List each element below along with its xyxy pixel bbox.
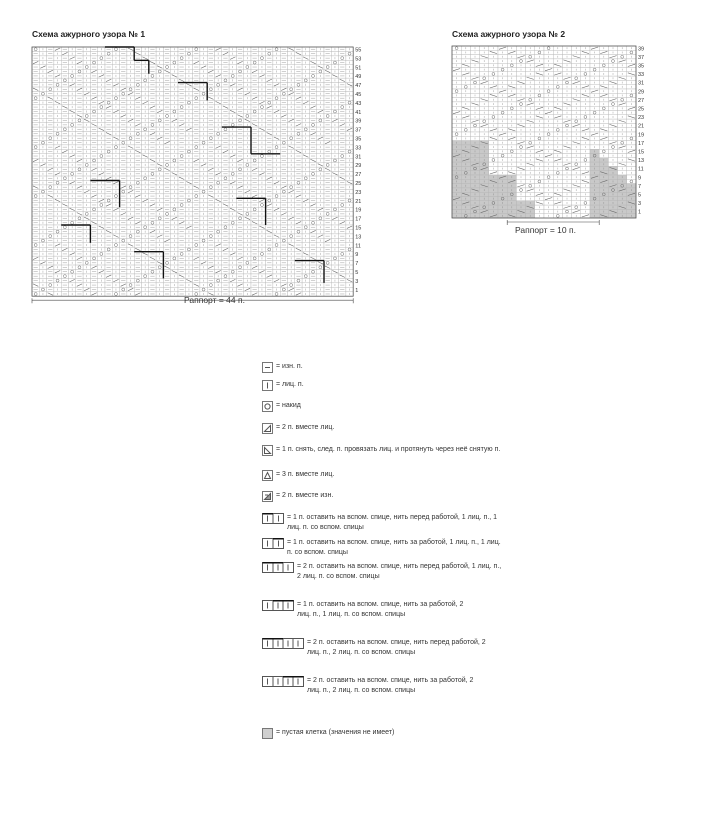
chart2-rapport: Раппорт = 10 п.	[515, 225, 576, 235]
legend-item: = 2 п. вместе изн.	[262, 491, 333, 506]
row-number: 9	[355, 252, 359, 259]
legend-item: = изн. п.	[262, 362, 303, 377]
row-number: 23	[638, 115, 645, 122]
row-number: 19	[638, 132, 645, 139]
row-number: 7	[638, 183, 642, 190]
chart2-grid	[450, 44, 670, 229]
row-number: 43	[355, 100, 362, 107]
chart1-title: Схема ажурного узора № 1	[32, 29, 146, 39]
row-number: 27	[638, 97, 645, 104]
row-number: 11	[638, 166, 644, 173]
row-number: 1	[638, 209, 642, 216]
legend-item: = 1 п. оставить на вспом. спице, нить за работой, 2 лиц. п., 1 лиц. п. со вспом. спицы	[262, 600, 477, 619]
legend-item: = накид	[262, 401, 301, 416]
row-number: 51	[355, 65, 362, 72]
legend-item: = 2 п. оставить на вспом. спице, нить перед работой, 2 лиц. п., 2 лиц. п. со вспом. спицы	[262, 638, 487, 657]
row-number: 7	[355, 261, 359, 268]
cross-2-1-front-icon	[262, 562, 294, 577]
row-number: 29	[355, 163, 362, 170]
row-number: 3	[355, 278, 359, 285]
k2tog-icon	[262, 423, 273, 438]
row-number: 23	[355, 189, 362, 196]
row-number: 15	[638, 149, 645, 156]
row-number: 47	[355, 83, 362, 90]
row-number: 31	[355, 154, 362, 161]
row-number: 21	[355, 198, 362, 205]
row-number: 17	[638, 140, 645, 147]
knit-icon	[262, 380, 273, 395]
empty-cell-icon	[262, 728, 273, 743]
row-number: 55	[355, 47, 362, 54]
row-number: 9	[638, 175, 642, 182]
row-number: 37	[355, 127, 362, 134]
row-number: 41	[355, 109, 362, 116]
legend-item: = 2 п. вместе лиц.	[262, 423, 334, 438]
row-number: 45	[355, 91, 362, 98]
legend-item: = 2 п. оставить на вспом. спице, нить перед работой, 1 лиц. п., 2 лиц. п. со вспом. спицы	[262, 562, 507, 581]
legend-item: = 2 п. оставить на вспом. спице, нить за работой, 2 лиц. п., 2 лиц. п. со вспом. спицы	[262, 676, 487, 695]
row-number: 5	[638, 192, 642, 199]
row-number: 33	[638, 72, 645, 79]
legend-item: = 1 п. оставить на вспом. спице, нить перед работой, 1 лиц. п., 1 лиц. п. со вспом. спицы	[262, 513, 507, 532]
chart1-grid	[30, 45, 410, 305]
cross-1-1-front-icon	[262, 513, 284, 528]
chart2-title: Схема ажурного узора № 2	[452, 29, 566, 39]
row-number: 39	[355, 118, 362, 125]
cross-1-1-back-icon	[262, 538, 284, 553]
row-number: 19	[355, 207, 362, 214]
row-number: 37	[638, 54, 645, 61]
row-number: 21	[638, 123, 645, 130]
row-number: 13	[638, 158, 645, 165]
row-number: 39	[638, 46, 645, 53]
row-number: 35	[638, 63, 645, 70]
row-number: 27	[355, 172, 362, 179]
row-number: 1	[355, 287, 359, 294]
row-number: 3	[638, 201, 642, 208]
row-number: 25	[355, 180, 362, 187]
legend-item: = пустая клетка (значения не имеет)	[262, 728, 394, 743]
cross-1-2-back-icon	[262, 600, 294, 615]
legend-item: = 3 п. вместе лиц.	[262, 470, 334, 485]
purl-icon	[262, 362, 273, 377]
p2tog-icon	[262, 491, 273, 506]
row-number: 11	[355, 243, 361, 250]
skpo-icon	[262, 445, 273, 460]
row-number: 25	[638, 106, 645, 113]
chart1-rapport: Раппорт = 44 п.	[184, 295, 245, 305]
yarn-over-icon	[262, 401, 273, 416]
row-number: 15	[355, 225, 362, 232]
row-number: 29	[638, 89, 645, 96]
row-number: 31	[638, 80, 645, 87]
legend-item: = лиц. п.	[262, 380, 304, 395]
row-number: 13	[355, 234, 362, 241]
row-number: 49	[355, 74, 362, 81]
row-number: 17	[355, 216, 362, 223]
row-number: 35	[355, 136, 362, 143]
legend-item: = 1 п. оставить на вспом. спице, нить за работой, 1 лиц. п., 1 лиц. п. со вспом. спицы	[262, 538, 507, 557]
row-number: 53	[355, 56, 362, 63]
row-number: 33	[355, 145, 362, 152]
cross-2-2-back-icon	[262, 676, 304, 691]
legend-item: = 1 п. снять, след. п. провязать лиц. и протянуть через неё снятую п.	[262, 445, 512, 460]
k3tog-icon	[262, 470, 273, 485]
cross-2-2-front-icon	[262, 638, 304, 653]
row-number: 5	[355, 269, 359, 276]
